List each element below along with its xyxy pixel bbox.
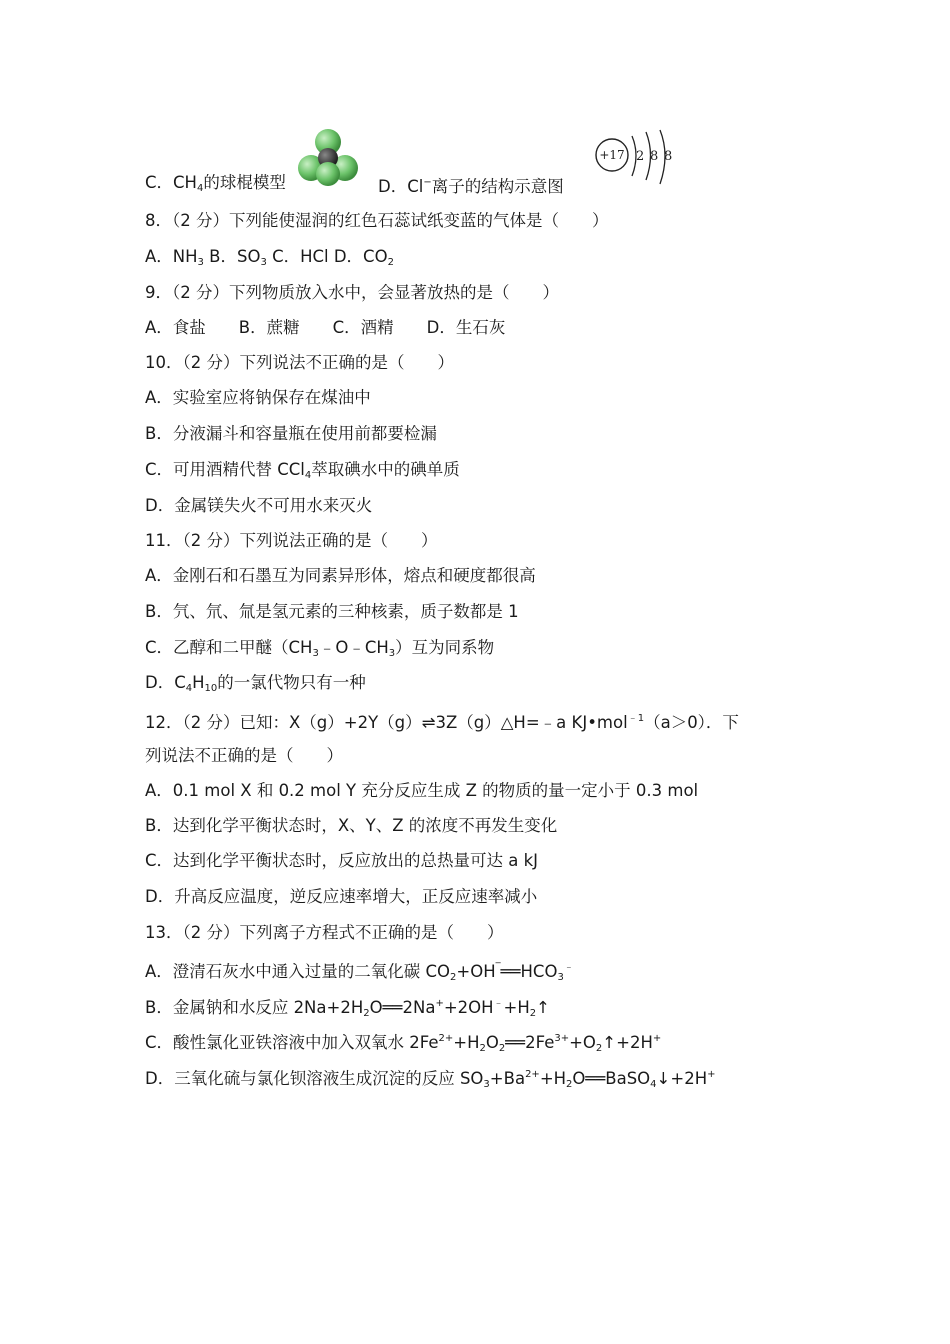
q7-option-c: C．$CH_4$的球棍模型	[145, 173, 286, 194]
q13-stem: 13．（2 分）下列离子方程式不正确的是（ ）	[145, 923, 504, 942]
q11-stem: 11．（2 分）下列说法正确的是（ ）	[145, 531, 438, 550]
q13-option-d: D．三氧化硫与氯化钡溶液生成沉淀的反应 $SO_3+Ba^{2+}+H_2O══BaSO_4↓+2H^+$	[145, 1069, 716, 1090]
q12-option-b: B．达到化学平衡状态时，X、Y、Z 的浓度不再发生变化	[145, 816, 558, 835]
q11-option-c: C．乙醇和二甲醚$(CH_3﹣O﹣CH_3)$互为同系物	[145, 638, 495, 659]
q12-option-d: D．升高反应温度，逆反应速率增大，正反应速率减小	[145, 887, 538, 906]
q11-option-a: A．金刚石和石墨互为同素异形体，熔点和硬度都很高	[145, 566, 536, 585]
q8-stem: 8．（2 分）下列能使湿润的红色石蕊试纸变蓝的气体是（ ）	[145, 211, 609, 230]
q12-stem-line1: 12．（2 分）已知：X（g）+2Y（g）⇌3Z（g）△H=﹣a KJ•mol$^{﹣1}$（a＞0）．下	[145, 713, 739, 732]
q7-option-d: D．Cl−离子的结构示意图	[378, 177, 564, 196]
q8-options: A．$NH_3$ B．$SO_3$ C．HCl D．$CO_2$	[145, 247, 394, 268]
q13-option-a: A．澄清石灰水中通入过量的二氧化碳 $CO_2+OH^‾══HCO_3^﹣$	[145, 962, 574, 983]
q11-option-b: B．氕、氘、氚是氢元素的三种核素，质子数都是 1	[145, 602, 519, 621]
q12-option-a: A．0.1 mol X 和 0.2 mol Y 充分反应生成 Z 的物质的量一定小于 0.3 mol	[145, 781, 699, 800]
q9-stem: 9．（2 分）下列物质放入水中，会显著放热的是（ ）	[145, 283, 559, 302]
q12-option-c: C．达到化学平衡状态时，反应放出的总热量可达 a kJ	[145, 851, 539, 870]
q10-option-d: D．金属镁失火不可用水来灭火	[145, 496, 373, 515]
q9-options: A．食盐 B．蔗糖 C．酒精 D．生石灰	[145, 318, 506, 337]
nucleus-charge: +17	[599, 148, 625, 162]
q11-option-d: D．$C_4H_{10}$的一氯代物只有一种	[145, 673, 366, 694]
shell-2-electrons: 8	[650, 149, 659, 164]
q10-option-a: A．实验室应将钠保存在煤油中	[145, 388, 371, 407]
q10-stem: 10．（2 分）下列说法不正确的是（ ）	[145, 353, 454, 372]
q12-stem-line2: 列说法不正确的是（ ）	[145, 746, 343, 765]
cl-ion-structure-diagram	[592, 126, 682, 188]
ch4-ball-stick-model-icon	[297, 128, 359, 188]
q13-option-c: C．酸性氯化亚铁溶液中加入双氧水 $2Fe^{2+}+H_2O_2══2Fe^{3+}+O_2↑+2H^+$	[145, 1033, 662, 1054]
shell-1-electrons: 2	[636, 149, 645, 164]
q13-option-b: B．金属钠和水反应 $2Na+2H_2O══2Na^++2OH^﹣+H_2↑$	[145, 998, 550, 1019]
q10-option-c: C．可用酒精代替 CCl$_4$萃取碘水中的碘单质	[145, 460, 460, 481]
q10-option-b: B．分液漏斗和容量瓶在使用前都要检漏	[145, 424, 437, 443]
shell-3-electrons: 8	[664, 149, 673, 164]
